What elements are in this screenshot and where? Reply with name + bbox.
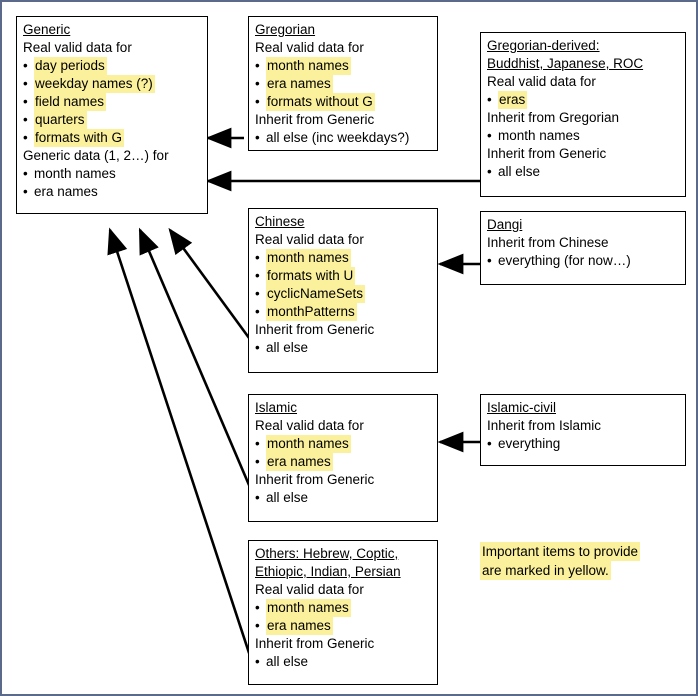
list-item: • eras bbox=[487, 91, 679, 109]
list-item: • formats without G bbox=[255, 93, 431, 111]
box-generic-title: Generic bbox=[23, 22, 71, 37]
box-islamic-civil-list bbox=[487, 435, 679, 453]
legend-note-line2: are marked in yellow. bbox=[482, 563, 609, 578]
box-chinese-title: Chinese bbox=[255, 214, 305, 229]
box-gregorian-derived bbox=[480, 32, 686, 197]
box-gregorian-subtitle2: Inherit from Generic bbox=[255, 112, 375, 127]
box-gregorian-highlight-list bbox=[255, 57, 431, 111]
box-dangi-list bbox=[487, 252, 679, 270]
box-generic-subtitle: Real valid data for bbox=[23, 40, 132, 55]
box-generic-subtitle2: Generic data (1, 2…) for bbox=[23, 148, 169, 163]
box-others-subtitle2: Inherit from Generic bbox=[255, 636, 375, 651]
box-gregorian-derived-title-line1: Gregorian-derived: bbox=[487, 38, 600, 53]
list-item: • quarters bbox=[23, 111, 201, 129]
box-islamic-subtitle2: Inherit from Generic bbox=[255, 472, 375, 487]
list-item: • field names bbox=[23, 93, 201, 111]
list-item: • all else bbox=[255, 489, 431, 507]
box-islamic-civil bbox=[480, 394, 686, 466]
box-islamic-civil-title: Islamic-civil bbox=[487, 400, 556, 415]
box-dangi-title: Dangi bbox=[487, 217, 523, 232]
box-gregorian-derived-list3 bbox=[487, 163, 679, 181]
list-item: • monthPatterns bbox=[255, 303, 431, 321]
box-others-highlight-list bbox=[255, 599, 431, 635]
legend-note bbox=[480, 542, 690, 580]
arrow-islamic-to-generic bbox=[140, 230, 252, 492]
box-chinese bbox=[248, 208, 438, 373]
box-islamic-subtitle: Real valid data for bbox=[255, 418, 364, 433]
box-others-list2 bbox=[255, 653, 431, 671]
list-item: • month names bbox=[487, 127, 679, 145]
box-gregorian-derived-subtitle2: Inherit from Gregorian bbox=[487, 110, 620, 125]
arrow-chinese-to-generic bbox=[170, 230, 252, 342]
list-item: • formats with U bbox=[255, 267, 431, 285]
list-item: • all else bbox=[487, 163, 679, 181]
box-others-title-line1: Others: Hebrew, Coptic, bbox=[255, 546, 399, 561]
box-islamic bbox=[248, 394, 438, 522]
list-item: • everything bbox=[487, 435, 679, 453]
legend-note-line1: Important items to provide bbox=[482, 544, 639, 559]
list-item: • month names bbox=[255, 249, 431, 267]
box-gregorian bbox=[248, 16, 438, 151]
box-islamic-highlight-list bbox=[255, 435, 431, 471]
box-others bbox=[248, 540, 438, 685]
list-item: • month names bbox=[23, 165, 201, 183]
box-islamic-list2 bbox=[255, 489, 431, 507]
list-item: • era names bbox=[255, 617, 431, 635]
box-chinese-subtitle: Real valid data for bbox=[255, 232, 364, 247]
list-item: • month names bbox=[255, 599, 431, 617]
list-item: • all else bbox=[255, 339, 431, 357]
box-chinese-subtitle2: Inherit from Generic bbox=[255, 322, 375, 337]
list-item: • all else bbox=[255, 653, 431, 671]
list-item: • era names bbox=[255, 453, 431, 471]
box-gregorian-derived-subtitle: Real valid data for bbox=[487, 74, 596, 89]
box-gregorian-list2 bbox=[255, 129, 431, 147]
box-gregorian-subtitle: Real valid data for bbox=[255, 40, 364, 55]
list-item: • formats with G bbox=[23, 129, 201, 147]
box-dangi bbox=[480, 211, 686, 285]
box-chinese-list2 bbox=[255, 339, 431, 357]
box-generic bbox=[16, 16, 208, 214]
box-generic-highlight-list bbox=[23, 57, 201, 147]
box-gregorian-derived-highlight-list bbox=[487, 91, 679, 109]
box-others-subtitle: Real valid data for bbox=[255, 582, 364, 597]
list-item: • era names bbox=[255, 75, 431, 93]
box-gregorian-derived-title-line2: Buddhist, Japanese, ROC bbox=[487, 56, 644, 71]
list-item: • day periods bbox=[23, 57, 201, 75]
box-islamic-civil-subtitle: Inherit from Islamic bbox=[487, 418, 602, 433]
list-item: • era names bbox=[23, 183, 201, 201]
list-item: • month names bbox=[255, 57, 431, 75]
arrow-others-to-generic bbox=[110, 230, 252, 662]
box-others-title-line2: Ethiopic, Indian, Persian bbox=[255, 564, 401, 579]
box-gregorian-derived-subtitle3: Inherit from Generic bbox=[487, 146, 607, 161]
list-item: • all else (inc weekdays?) bbox=[255, 129, 431, 147]
box-chinese-highlight-list bbox=[255, 249, 431, 321]
list-item: • cyclicNameSets bbox=[255, 285, 431, 303]
box-gregorian-title: Gregorian bbox=[255, 22, 316, 37]
box-islamic-title: Islamic bbox=[255, 400, 298, 415]
box-dangi-subtitle: Inherit from Chinese bbox=[487, 235, 609, 250]
box-generic-list2 bbox=[23, 165, 201, 201]
list-item: • everything (for now…) bbox=[487, 252, 679, 270]
list-item: • weekday names (?) bbox=[23, 75, 201, 93]
list-item: • month names bbox=[255, 435, 431, 453]
box-gregorian-derived-list2 bbox=[487, 127, 679, 145]
